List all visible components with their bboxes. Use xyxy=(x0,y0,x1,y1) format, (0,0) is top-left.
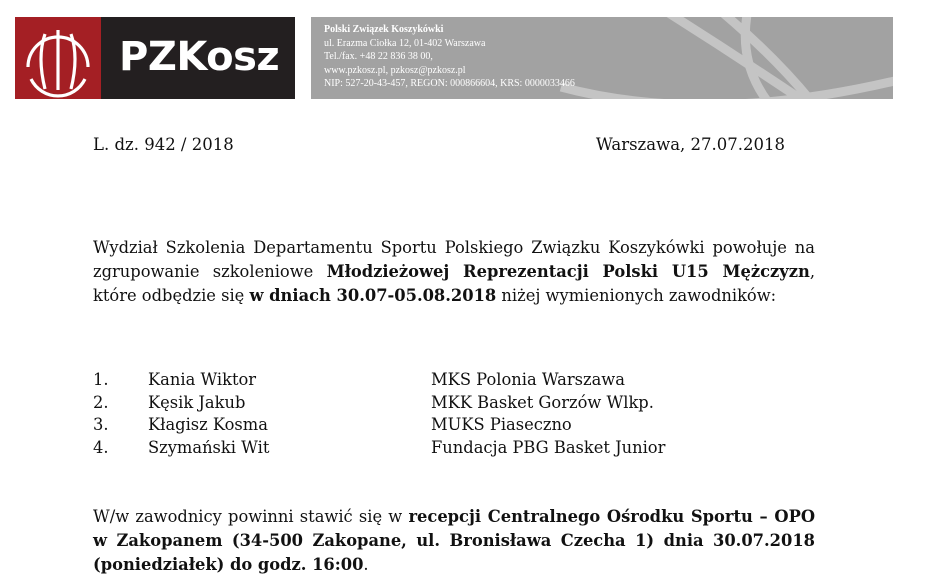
pzkosz-logo xyxy=(15,17,295,99)
org-web: www.pzkosz.pl, pzkosz@pzkosz.pl xyxy=(324,64,466,76)
player-club: Fundacja PBG Basket Junior xyxy=(431,437,666,457)
intro-paragraph xyxy=(93,236,815,308)
org-address: ul. Erazma Ciołka 12, 01-402 Warszawa xyxy=(324,37,486,49)
place-date: Warszawa, 27.07.2018 xyxy=(595,135,785,154)
player-number: 4. xyxy=(93,437,109,457)
camp-dates: w dniach 30.07-05.08.2018 xyxy=(249,286,497,305)
basketball-icon xyxy=(15,17,101,99)
player-number: 1. xyxy=(93,370,109,389)
letter-reference: L. dz. 942 / 2018 xyxy=(93,135,234,154)
list-item xyxy=(93,437,793,460)
player-name: Kania Wiktor xyxy=(148,370,257,389)
closing-paragraph xyxy=(93,505,815,577)
intro-text-3: niżej wymienionych zawodników: xyxy=(496,286,777,305)
closing-text-1: W/w zawodnicy powinni stawić się w xyxy=(93,507,409,526)
reference-line xyxy=(93,135,785,154)
list-item xyxy=(93,414,793,437)
player-club: MUKS Piaseczno xyxy=(431,415,572,434)
logo-wordmark: PZKosz xyxy=(119,34,280,80)
team-name: Młodzieżowej Reprezentacji Polski U15 Mężczyzn xyxy=(326,262,810,281)
meeting-details: recepcji Centralnego Ośrodku Sportu – OPO w Zakopanem (34-500 Zakopane, ul. Bronisława Czecha 1) dnia 30.07.2018 (poniedziałek) do godz. 16:00 xyxy=(93,507,815,574)
closing-text-2: . xyxy=(363,555,369,574)
player-name: Kęsik Jakub xyxy=(148,392,246,412)
org-info-panel xyxy=(311,17,893,99)
org-contact xyxy=(324,23,575,91)
player-name: Kłagisz Kosma xyxy=(148,415,268,434)
list-item xyxy=(93,369,793,392)
intro-text-2: , które odbędzie się xyxy=(93,262,815,305)
org-name: Polski Związek Koszykówki xyxy=(324,24,444,35)
player-number: 2. xyxy=(93,392,109,412)
players-list xyxy=(93,369,793,459)
list-item xyxy=(93,392,793,415)
player-name: Szymański Wit xyxy=(148,437,270,457)
player-club: MKS Polonia Warszawa xyxy=(431,370,625,389)
basketball-emblem xyxy=(15,17,101,99)
player-club: MKK Basket Gorzów Wlkp. xyxy=(431,392,654,412)
player-number: 3. xyxy=(93,415,109,434)
org-phone: Tel./fax. +48 22 836 38 00, xyxy=(324,51,433,63)
intro-text-1: Wydział Szkolenia Departamentu Sportu Polskiego Związku Koszykówki powołuje na zgrupowanie szkoleniowe xyxy=(93,238,815,281)
org-ids: NIP: 527-20-43-457, REGON: 000866604, KRS: 0000033466 xyxy=(324,78,575,90)
